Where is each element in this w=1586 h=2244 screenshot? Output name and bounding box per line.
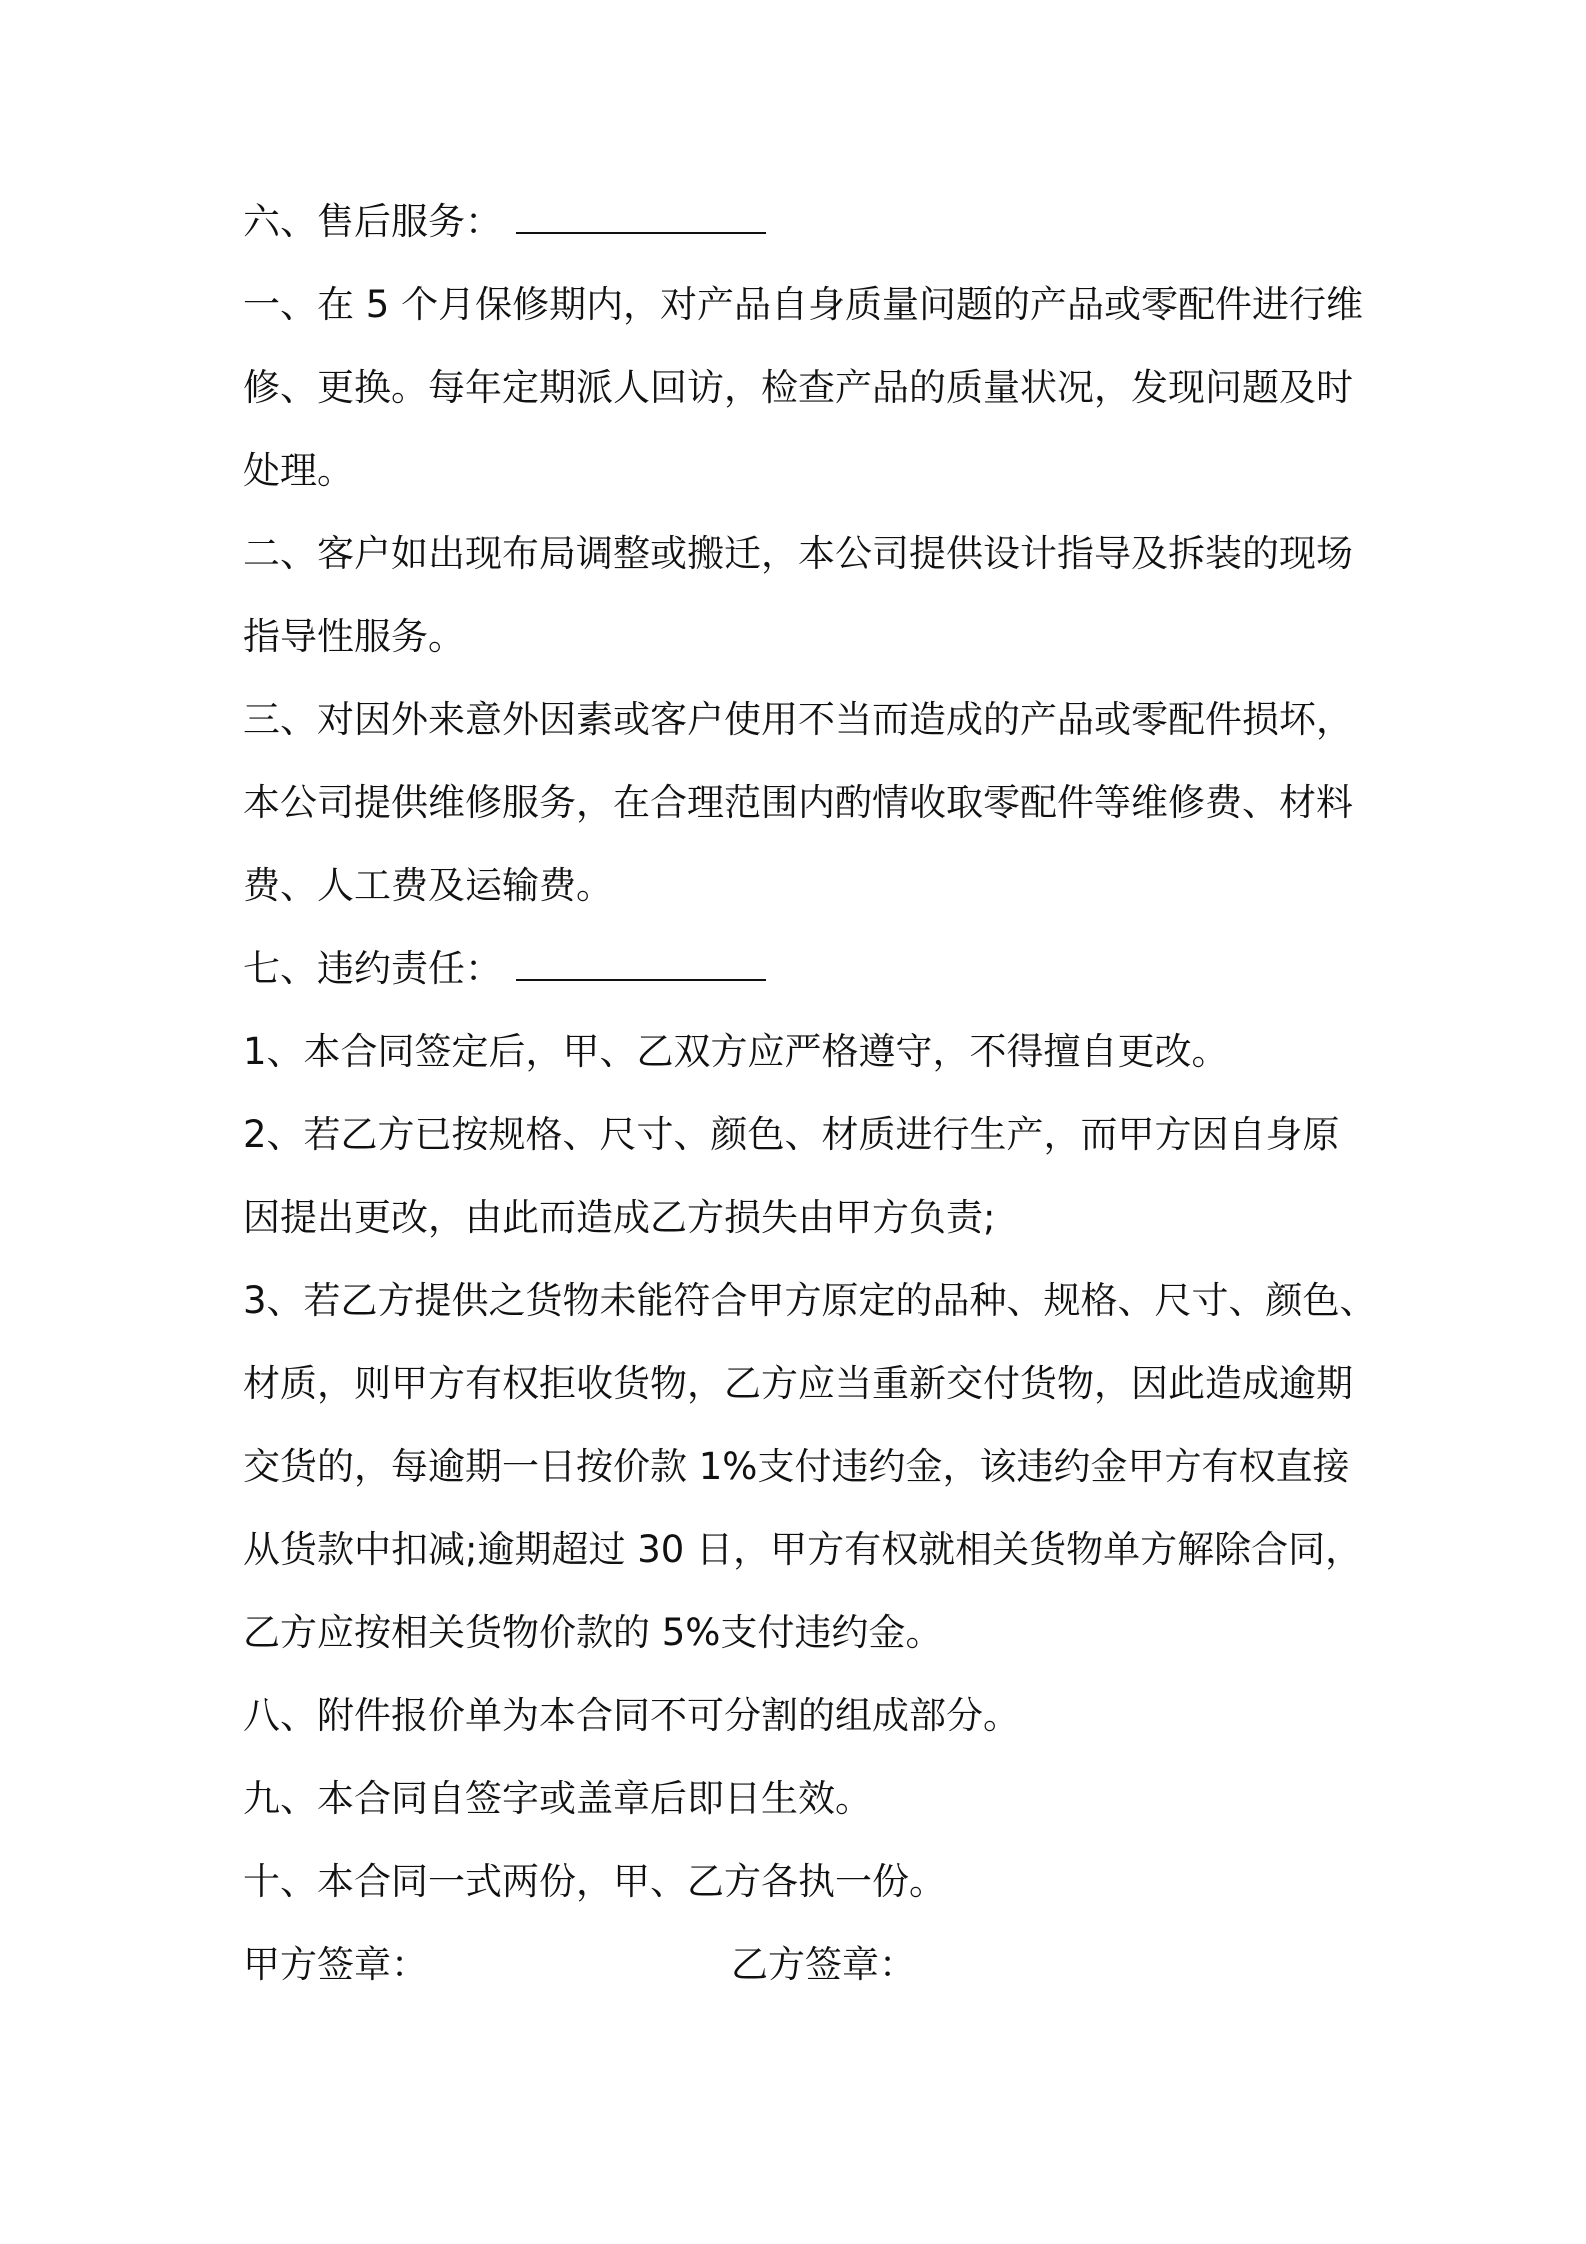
s6-item2-line1: 二、客户如出现布局调整或搬迁，本公司提供设计指导及拆装的现场: [243, 532, 1353, 575]
section-7-heading-line: [243, 945, 766, 993]
section-10: 十、本合同一式两份，甲、乙方各执一份。: [243, 1860, 946, 1903]
section-7-blank: [516, 949, 766, 981]
s7-item1-line1: 1、本合同签定后，甲、乙双方应严格遵守，不得擅自更改。: [243, 1030, 1229, 1073]
s7-item3-line5: 乙方应按相关货物价款的 5%支付违约金。: [243, 1611, 943, 1654]
s6-item3-line3: 费、人工费及运输费。: [243, 864, 613, 907]
s6-item2-line2: 指导性服务。: [243, 615, 465, 658]
s7-item2-line1: 2、若乙方已按规格、尺寸、颜色、材质进行生产，而甲方因自身原: [243, 1113, 1340, 1156]
s6-item3-line1: 三、对因外来意外因素或客户使用不当而造成的产品或零配件损坏，: [243, 698, 1353, 741]
s7-item3-line2: 材质，则甲方有权拒收货物，乙方应当重新交付货物，因此造成逾期: [243, 1362, 1353, 1405]
section-7-heading: 七、违约责任：: [243, 947, 502, 990]
section-9: 九、本合同自签字或盖章后即日生效。: [243, 1777, 872, 1820]
section-6-blank: [516, 202, 766, 234]
s6-item1-line2: 修、更换。每年定期派人回访，检查产品的质量状况，发现问题及时: [243, 366, 1353, 409]
party-b-signature-label: 乙方签章：: [731, 1943, 916, 1986]
s6-item1-line3: 处理。: [243, 449, 354, 492]
s7-item3-line4: 从货款中扣减;逾期超过 30 日，甲方有权就相关货物单方解除合同，: [243, 1528, 1363, 1571]
s7-item3-line3: 交货的，每逾期一日按价款 1%支付违约金，该违约金甲方有权直接: [243, 1445, 1350, 1488]
s7-item3-line1: 3、若乙方提供之货物未能符合甲方原定的品种、规格、尺寸、颜色、: [243, 1279, 1377, 1322]
section-6-heading: 六、售后服务：: [243, 200, 502, 243]
section-8: 八、附件报价单为本合同不可分割的组成部分。: [243, 1694, 1020, 1737]
s6-item3-line2: 本公司提供维修服务，在合理范围内酌情收取零配件等维修费、材料: [243, 781, 1353, 824]
signature-row: [243, 1941, 1363, 1989]
party-a-signature-label: 甲方签章：: [243, 1943, 428, 1986]
section-6-heading-line: [243, 198, 766, 246]
s6-item1-line1: 一、在 5 个月保修期内，对产品自身质量问题的产品或零配件进行维: [243, 283, 1364, 326]
s7-item2-line2: 因提出更改，由此而造成乙方损失由甲方负责;: [243, 1196, 996, 1239]
